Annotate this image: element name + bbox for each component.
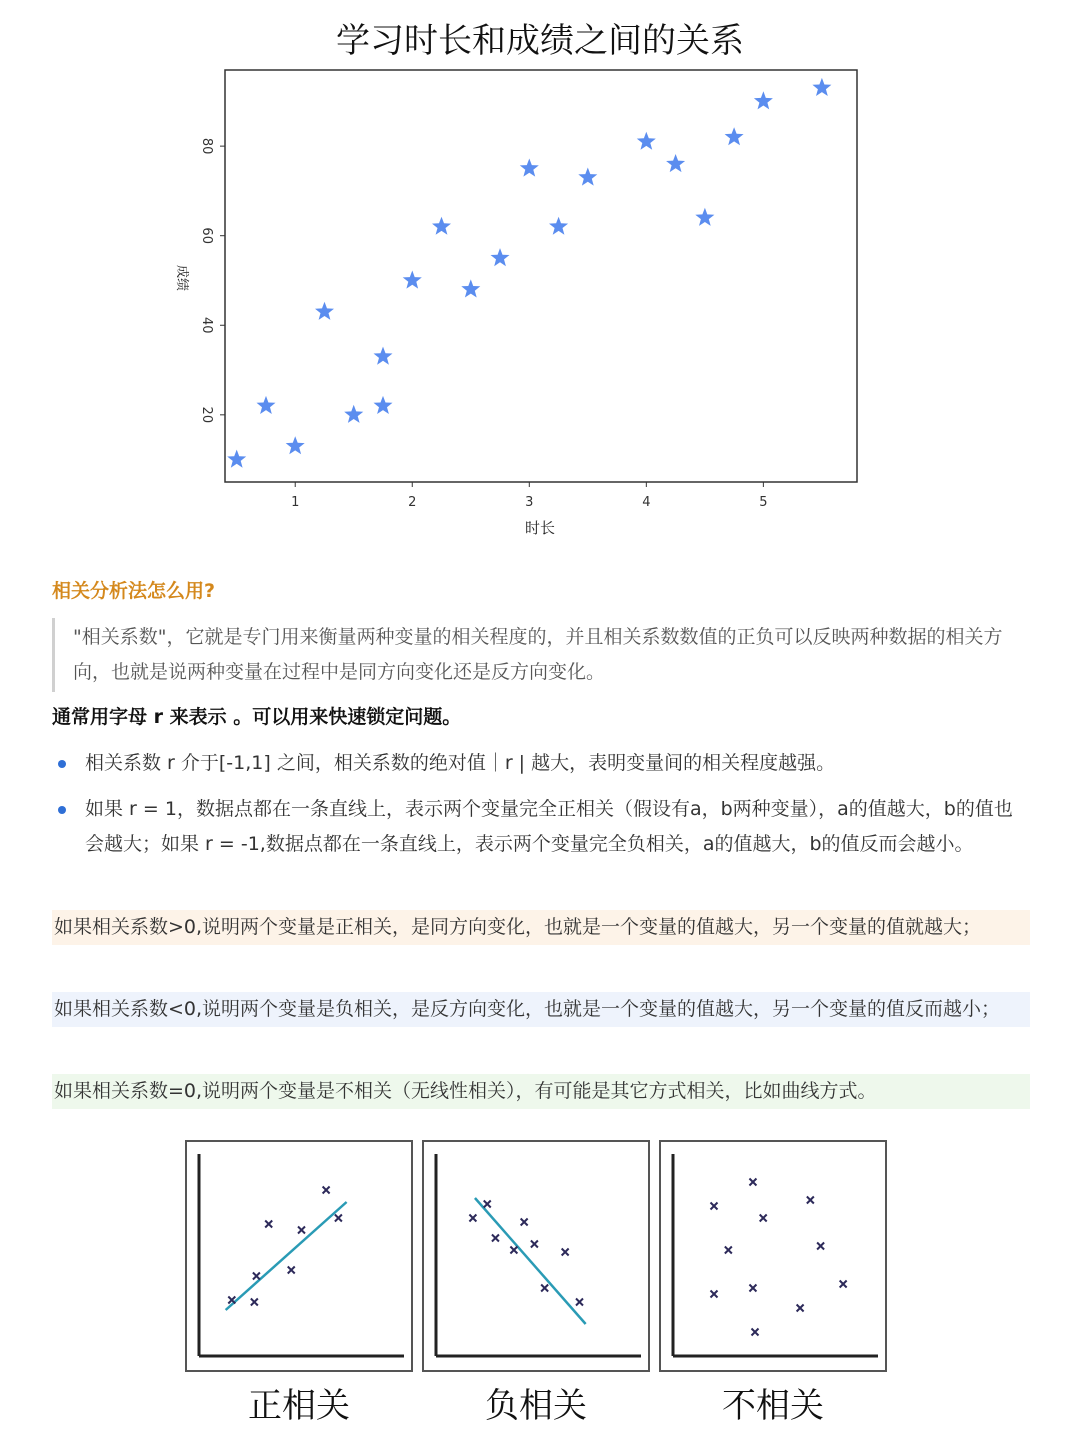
panel-no-correlation	[659, 1140, 887, 1372]
data-point-x	[541, 1285, 548, 1292]
highlight-positive: 如果相关系数>0,说明两个变量是正相关，是同方向变化，也就是一个变量的值越大，另一个变量的值就越大；	[52, 910, 1030, 945]
data-point-x	[531, 1241, 538, 1248]
y-tick-label: 40	[199, 316, 214, 334]
label-negative-correlation: 负相关	[485, 1386, 587, 1426]
data-point-x	[749, 1285, 756, 1292]
data-point-x	[510, 1247, 517, 1254]
label-no-correlation: 不相关	[722, 1386, 824, 1426]
bullet-item: 相关系数 r 介于[-1,1] 之间，相关系数的绝对值｜r | 越大，表明变量间的相关程度越强。	[52, 746, 1030, 781]
y-tick-label: 60	[199, 227, 214, 244]
y-tick-label: 80	[199, 137, 214, 155]
negative-correlation-diagram	[424, 1142, 648, 1370]
label-positive-correlation: 正相关	[248, 1386, 350, 1426]
data-point-x	[797, 1305, 804, 1312]
x-tick-label: 3	[525, 495, 534, 510]
data-point-x	[711, 1291, 718, 1298]
trend-line	[226, 1202, 347, 1310]
bullet-list	[52, 746, 1030, 873]
data-point-x	[807, 1197, 814, 1204]
data-point-x	[288, 1267, 295, 1274]
data-point-x	[521, 1219, 528, 1226]
data-point-x	[711, 1203, 718, 1210]
study-score-scatter-chart	[150, 10, 890, 555]
x-tick-label: 1	[291, 495, 300, 510]
trend-line	[475, 1198, 586, 1324]
x-tick-label: 2	[408, 495, 417, 510]
section-heading: 相关分析法怎么用?	[52, 580, 216, 602]
plot-area	[225, 70, 857, 482]
data-point-x	[323, 1187, 330, 1194]
data-point-x	[335, 1215, 342, 1222]
bold-summary: 通常用字母 r 来表示 。可以用来快速锁定问题。	[52, 706, 462, 728]
data-point-x	[562, 1249, 569, 1256]
data-point-x	[840, 1281, 847, 1288]
x-tick-label: 5	[759, 495, 768, 510]
chart-title: 学习时长和成绩之间的关系	[336, 21, 744, 61]
data-point-x	[484, 1201, 491, 1208]
panel-positive-correlation	[185, 1140, 413, 1372]
data-point-x	[228, 1297, 235, 1304]
quote-block: "相关系数"，它就是专门用来衡量两种变量的相关程度的，并且相关系数数值的正负可以反映两种数据的相关方向，也就是说两种变量在过程中是同方向变化还是反方向变化。	[52, 618, 1030, 692]
y-axis-label: 成绩	[174, 264, 189, 292]
highlight-negative: 如果相关系数<0,说明两个变量是负相关，是反方向变化，也就是一个变量的值越大，另一个变量的值反而越小；	[52, 992, 1030, 1027]
panel-negative-correlation	[422, 1140, 650, 1372]
data-point-x	[752, 1329, 759, 1336]
y-tick-label: 20	[199, 406, 214, 424]
data-point-x	[725, 1247, 732, 1254]
data-point-x	[298, 1227, 305, 1234]
no-correlation-diagram	[661, 1142, 885, 1370]
data-point-x	[749, 1179, 756, 1186]
data-point-x	[760, 1215, 767, 1222]
highlight-zero: 如果相关系数=0,说明两个变量是不相关（无线性相关），有可能是其它方式相关，比如曲线方式。	[52, 1074, 1030, 1109]
x-tick-label: 4	[642, 495, 651, 510]
data-point-x	[253, 1273, 260, 1280]
data-point-x	[492, 1235, 499, 1242]
data-point-x	[817, 1243, 824, 1250]
data-point-x	[576, 1299, 583, 1306]
positive-correlation-diagram	[187, 1142, 411, 1370]
x-axis-label: 时长	[524, 519, 556, 537]
data-point-x	[469, 1215, 476, 1222]
data-point-x	[251, 1299, 258, 1306]
bullet-item: 如果 r = 1，数据点都在一条直线上，表示两个变量完全正相关（假设有a，b两种变量），a的值越大，b的值也会越大；如果 r = -1,数据点都在一条直线上，表示两个变量完全负相关，a的值越大，b的值反而会越小。	[52, 792, 1030, 862]
data-point-x	[265, 1221, 272, 1228]
